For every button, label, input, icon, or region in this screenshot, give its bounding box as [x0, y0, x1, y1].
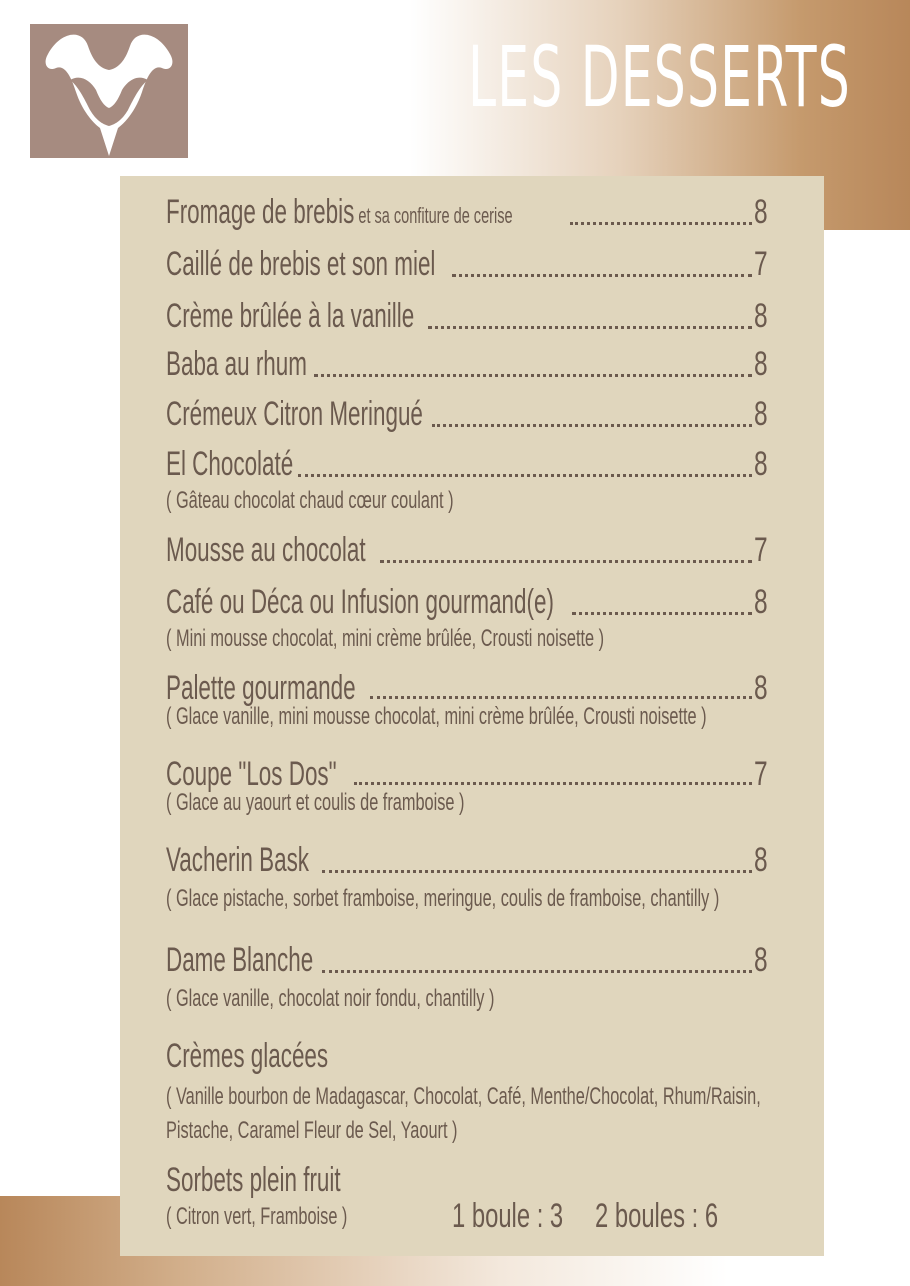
dot-leader [432, 424, 752, 427]
dot-leader [314, 374, 752, 377]
menu-item-price: 8 [754, 193, 768, 231]
menu-item-description: ( Glace pistache, sorbet framboise, meringue, coulis de framboise, chantilly ) [166, 885, 720, 912]
menu-item-name: Café ou Déca ou Infusion gourmand(e) [166, 583, 554, 621]
menu-item-price: 7 [754, 755, 768, 793]
dot-leader [428, 326, 752, 329]
dot-leader [370, 696, 752, 699]
dot-leader [298, 474, 752, 477]
sorbets-flavors: ( Citron vert, Framboise ) [166, 1203, 348, 1230]
two-scoops-price: 2 boules : 6 [595, 1197, 719, 1235]
menu-item-name: Mousse au chocolat [166, 531, 366, 569]
one-scoop-price: 1 boule : 3 [452, 1197, 564, 1235]
menu-item-name: Caillé de brebis et son miel [166, 245, 436, 283]
menu-item-name: Palette gourmande [166, 669, 356, 707]
menu-item-price: 8 [754, 445, 768, 483]
dot-leader [322, 870, 752, 873]
cremes-glacees-flavors: ( Vanille bourbon de Madagascar, Chocolat, Café, Menthe/Chocolat, Rhum/Raisin, [166, 1083, 761, 1110]
menu-item-name: El Chocolaté [166, 445, 294, 483]
menu-item-description: ( Glace vanille, chocolat noir fondu, chantilly ) [166, 985, 495, 1012]
menu-item-description: ( Mini mousse chocolat, mini crème brûlée, Crousti noisette ) [166, 625, 605, 652]
sorbets-title: Sorbets plein fruit [166, 1161, 341, 1199]
menu-item-name: Baba au rhum [166, 345, 307, 383]
cremes-glacees-title: Crèmes glacées [166, 1037, 329, 1075]
bull-logo-icon [30, 24, 188, 158]
menu-item-name: Fromage de brebis et sa confiture de cerise [166, 193, 513, 231]
menu-item-price: 7 [754, 531, 768, 569]
menu-item-price: 7 [754, 245, 768, 283]
dot-leader [572, 612, 752, 615]
menu-item-name: Vacherin Bask [166, 841, 310, 879]
menu-item-description: ( Glace vanille, mini mousse chocolat, mini crème brûlée, Crousti noisette ) [166, 703, 707, 730]
menu-item-name: Dame Blanche [166, 941, 314, 979]
menu-item-price: 8 [754, 345, 768, 383]
dot-leader [322, 970, 752, 973]
cremes-glacees-flavors-cont: Pistache, Caramel Fleur de Sel, Yaourt ) [166, 1117, 458, 1144]
menu-item-description: ( Glace au yaourt et coulis de framboise ) [166, 789, 465, 816]
menu-item-price: 8 [754, 583, 768, 621]
dot-leader [452, 274, 752, 277]
dot-leader [570, 222, 752, 225]
menu-item-name: Crémeux Citron Meringué [166, 395, 423, 433]
page-title: LES DESSERTS [468, 28, 851, 126]
menu-item-price: 8 [754, 941, 768, 979]
dot-leader [380, 560, 752, 563]
menu-item-price: 8 [754, 395, 768, 433]
menu-item-price: 8 [754, 669, 768, 707]
menu-item-name: Crème brûlée à la vanille [166, 297, 415, 335]
menu-item-price: 8 [754, 841, 768, 879]
menu-item-price: 8 [754, 297, 768, 335]
menu-item-description: ( Gâteau chocolat chaud cœur coulant ) [166, 487, 454, 514]
menu-item-name: Coupe "Los Dos" [166, 755, 337, 793]
dot-leader [354, 782, 752, 785]
